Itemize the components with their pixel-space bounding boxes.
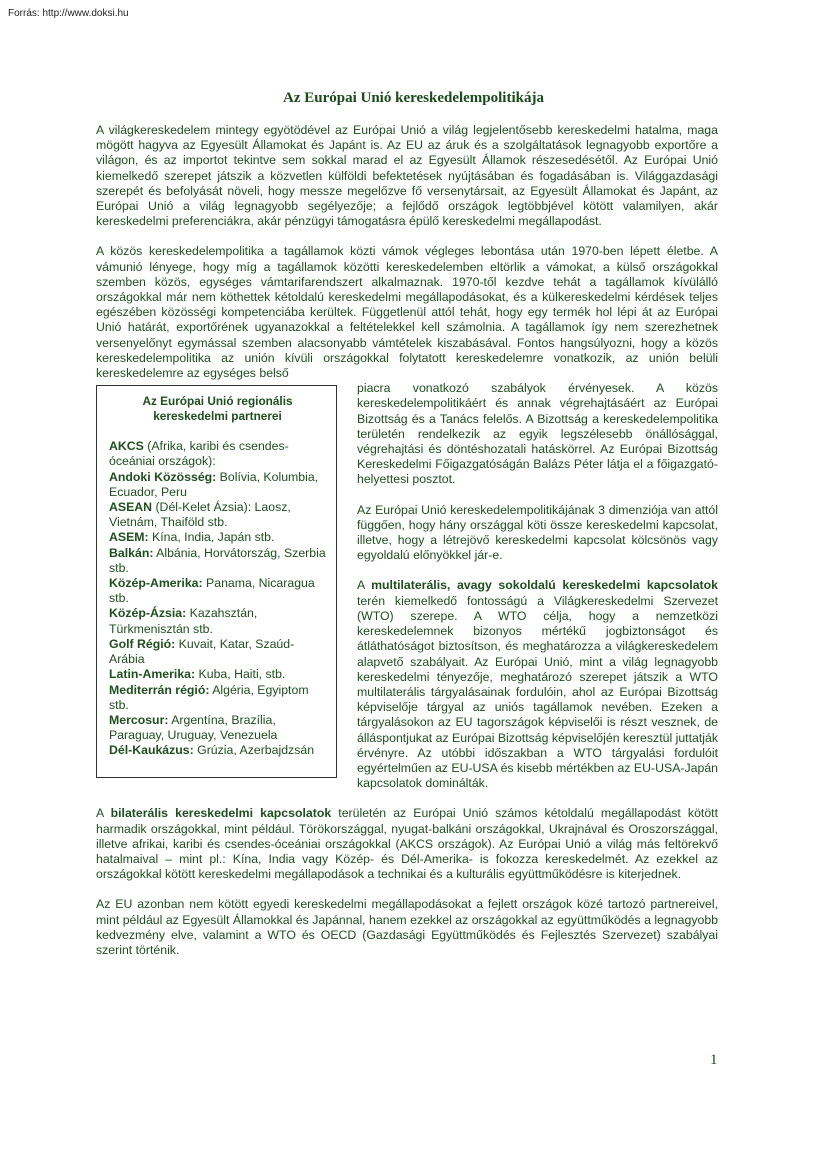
paragraph-2: A közös kereskedelempolitika a tagállamok közti vámok végleges lebontása után 1970-ben lépett életbe. A vámunió lényege, hogy míg a tagállamok közötti kereskedelemben eltörlik a vámokat, a külső országokkal szemben közös, egységes vámtarifarendszert alkalmaznak. 1970-től kezdve tehát a tagállamok kívülálló országokkal már nem köthettek kétoldalú kereskedelmi megállapodásokat, és a külkereskedelmi kérdések teljes egészében közösségi kompetenciába kerültek. Függetlenül attól tehát, hogy egy termék hol lépi át az Európai Unió határát, exportőrének ugyanazokkal a feltételekkel kell számolnia. A tagállamok így nem szerezhetnek versenyelőnyt egymással szemben alacsonyabb vámtételek kiszabásával. Fontos hangsúlyozni, hogy a közös kereskedelempolitika az unión kívüli országokkal folytatott kereskedelemre vonatkozik, az unión belüli kereskedelemre az egységes belső [96,244,718,381]
region-countries: Grúzia, Azerbajdzsán [193,743,315,758]
region-mercosur [109,713,326,743]
document-body [96,123,718,973]
region-countries: (Afrika, karibi és csendes-óceániai országok): [109,439,289,469]
region-name: Latin-Amerika: [109,667,196,682]
page-number: 1 [710,1052,718,1068]
paragraph-3: Az Európai Unió kereskedelempolitikájának 3 dimenziója van attól függően, hogy hány országgal köti össze kereskedelmi kapcsolat, illetve, hogy a létrejövő kereskedelmi kapcsolat kölcsönös vagy egyoldalú előnyökkel jár-e. [357,502,718,563]
region-name: Andoki Közösség: [109,469,217,484]
region-countries: (Dél-Kelet Ázsia): Laosz, Vietnám, Thaiföld stb. [109,500,291,530]
paragraph-5 [96,806,718,882]
region-andoki [109,470,326,500]
p5-bold-term: bilaterális kereskedelmi kapcsolatok [110,806,332,821]
region-name: Balkán: [109,545,154,560]
region-name: ASEM: [109,530,149,545]
paragraph-6: Az EU azonban nem kötött egyedi kereskedelmi megállapodásokat a fejlett országok közé tartozó partnereivel, mint például az Egyesült Államokkal és Japánnal, hanem ezekkel az országokkal az együttműködés a legnagyobb kedvezmény elve, valamint a WTO és OECD (Gazdasági Együttműködés és Fejlesztés Szervezet) szabályai szerint történik. [96,897,718,957]
region-asean [109,500,326,530]
region-name: Mercosur: [109,712,169,727]
region-countries: Albánia, Horvátország, Szerbia stb. [109,545,326,575]
region-central-asia [109,606,326,636]
source-label: Forrás: http://www.doksi.hu [8,8,129,19]
region-balkan [109,546,326,576]
p4-text: terén kiemelkedő fontosságú a Világkereskedelmi Szervezet (WTO) szerepe. A WTO célja, hogy a nemzetközi kereskedelemnek bizonyos mértékű jogbiztonságot és átláthatóságot biztosítson, és meghatározza a világkereskedelem alapvető szabályait. Az Európai Unió, mint a világ legnagyobb kereskedelmi tényezője, meghatározó szerepet játszik a WTO multilaterális tárgyalásainak fordulóin, ahol az Európai Bizottság képviselője tárgyal az uniós tagállamok nevében. Ezeken a tárgyalásokon az EU tagországok képviselői is részt vesznek, de álláspontjukat az Európai Bizottság képviselőjén keresztül juttatják érvényre. Az utóbbi időszakban a WTO tárgyalási fordulóit egyértelműen az EU-USA és kisebb mértékben az EU-USA-Japán kapcsolatok dominálták. [357,593,718,791]
p4-bold-term: multilaterális, avagy sokoldalú kereskedelmi kapcsolatok [371,578,718,593]
region-name: Golf Régió: [109,636,176,651]
region-south-caucasus [109,743,326,758]
region-name: Dél-Kaukázus: [109,743,194,758]
region-countries: Argentína, Brazília, Paraguay, Uruguay, Venezuela [109,712,278,743]
region-asem [109,530,326,545]
region-name: Mediterrán régió: [109,682,210,697]
paragraph-1: A világkereskedelem mintegy egyötödével az Európai Unió a világ legjelentősebb kereskedelmi hatalma, maga mögött hagyva az Egyesült Államokat és Japánt is. Az EU az áruk és a szolgáltatások legnagyobb exportőre a világon, és az importot tekintve sem sokkal marad el az Egyesült Államok részesedésétől. Az Európai Unió kiemelkedő szerepet játszik a közvetlen külföldi befektetések nyújtásában és fogadásában is. Világgazdasági szerepét és befolyását növeli, hogy messze megelőzve fő versenytársait, az Egyesült Államokat és Japánt, az Európai Unió a világ legnagyobb segélyezője; a fejlődő országok legtöbbjével kötött valamilyen, akár kereskedelmi preferenciákra, akár pénzügyi támogatásra épülő kereskedelmi megállapodást. [96,123,718,229]
region-name: Közép-Ázsia: [109,606,187,621]
sidebox-title: Az Európai Unió regionális kereskedelmi partnerei [142,394,293,424]
region-latin-america [109,667,326,682]
region-countries: Panama, Nicaragua stb. [109,576,315,606]
region-name: AKCS [109,439,144,454]
regional-partners-box [96,385,337,778]
region-mediterranean [109,683,326,713]
page-title: Az Európai Unió kereskedelempolitikája [283,90,544,106]
region-countries: Kína, India, Japán stb. [148,530,275,545]
region-gulf [109,637,326,667]
p5-prefix: A [96,806,111,821]
region-name: Közép-Amerika: [109,576,203,591]
paragraph-2-continued: piacra vonatkozó szabályok érvényesek. A közös kereskedelempolitikáért és annak végrehajtásáért az Európai Bizottság és a Tanács felelős. A Bizottság a kereskedelempolitika területén rendelkezik az egyik legszélesebb önállósággal, végrehajtási és döntéshozatali hatáskörrel. Az Európai Bizottság Kereskedelmi Főigazgatóságán Balázs Péter látja el a főigazgató-helyettesi posztot. [357,381,718,487]
p4-prefix: A [357,578,372,593]
region-countries: Kuvait, Katar, Szaúd-Arábia [109,636,295,667]
region-akcs [109,439,326,469]
region-countries: Kazahsztán, Türkmenisztán stb. [109,606,258,636]
p5-text: területén az Európai Unió számos kétoldalú megállapodást kötött harmadik országokkal, mint például. Törökországgal, nyugat-balkáni országokkal, Ukrajnával és Oroszországgal, illetve afrikai, karibi és csendes-óceániai országokkal (AKCS országok). Az Európai Unió a világ más feltörekvő hatalmaival – mint pl.: Kína, India vagy Közép- és Dél-Amerika- is fokozza kereskedelmét. Az ezekkel az országokkal kötött kereskedelmi megállapodások a technikai és a kulturális együttműködésre is kiterjednek. [96,806,718,882]
region-countries: Kuba, Haiti, stb. [195,667,286,682]
region-name: ASEAN [109,500,153,515]
region-central-america [109,576,326,606]
region-countries: Algéria, Egyiptom stb. [109,682,309,712]
region-countries: Bolívia, Kolumbia, Ecuador, Peru [109,469,319,499]
